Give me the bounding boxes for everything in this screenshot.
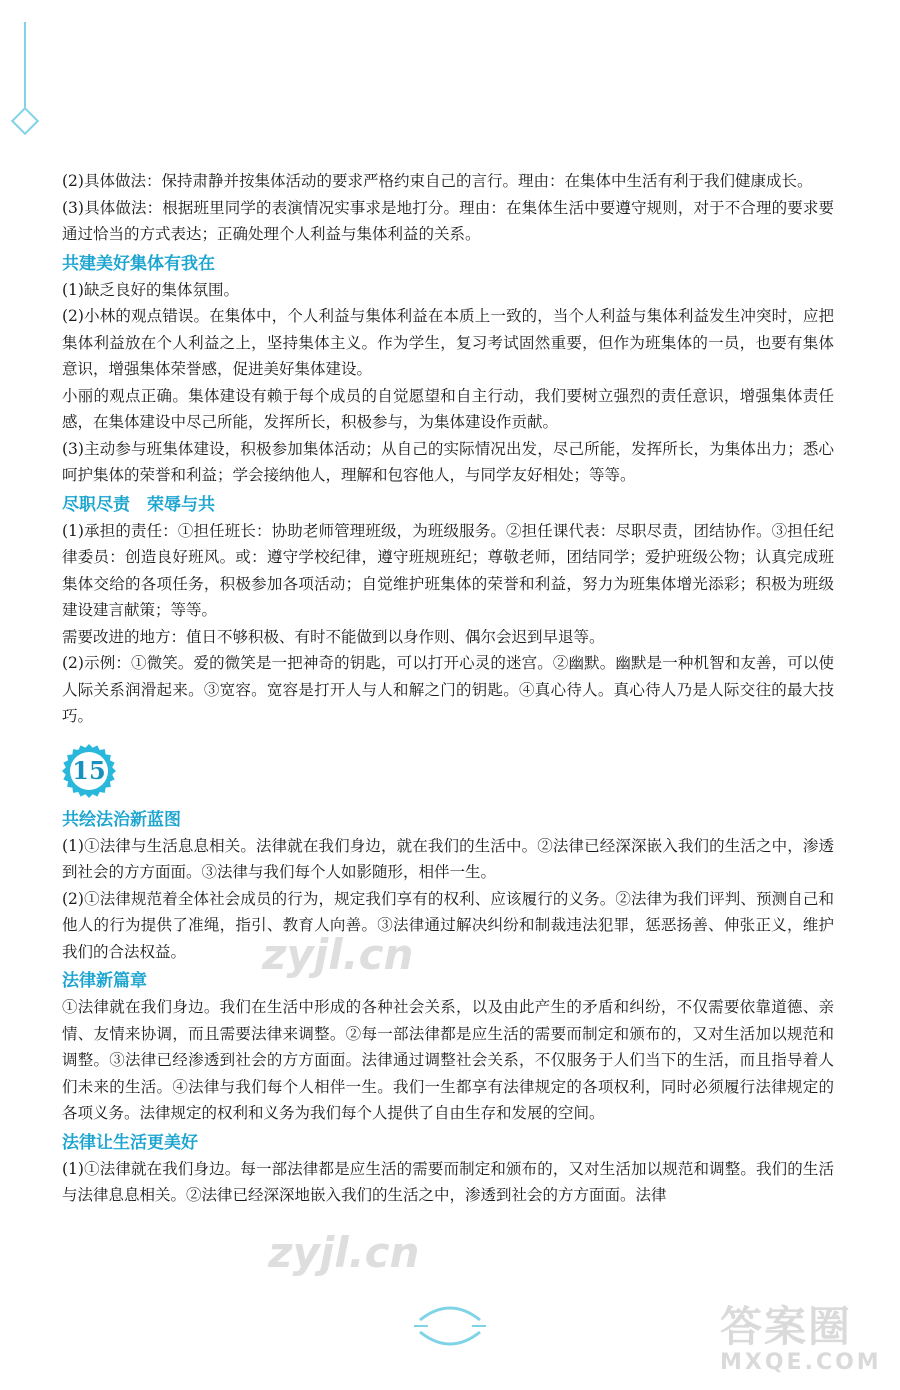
answer-paragraph: (2)示例：①微笑。爱的微笑是一把神奇的钥匙，可以打开心灵的迷宫。②幽默。幽默是一种机智和友善，可以使人际关系润滑起来。③宽容。宽容是打开人与人和解之门的钥匙。④真心待人。真心待人乃是人际交往的最大技巧。 [62,654,834,725]
logo-line1: 答案圈 [720,1302,853,1351]
logo-line2: MXQE.COM [720,1350,882,1375]
chapter-badge [62,744,834,800]
page-content [62,168,834,1209]
watermark-text: zyjl.cn [268,1228,420,1277]
answer-paragraph: (3)具体做法：根据班里同学的表演情况实事求是地打分。理由：在集体生活中要遵守规则，对于不合理的要求要通过恰当的方式表达；正确处理个人利益与集体利益的关系。 [62,198,834,243]
margin-decor-diamond [11,107,39,135]
answer-paragraph: (3)主动参与班集体建设，积极参加集体活动；从自己的实际情况出发，尽己所能，发挥所长，为集体出力；悉心呵护集体的荣誉和利益；学会接纳他人，理解和包容他人，与同学友好相处；等等。 [62,439,834,484]
answer-paragraph: 小丽的观点正确。集体建设有赖于每个成员的自觉愿望和自主行动，我们要树立强烈的责任意识，增强集体责任感，在集体建设中尽己所能，发挥所长，积极参与，为集体建设作贡献。 [62,386,834,431]
answer-paragraph: 需要改进的地方：值日不够积极、有时不能做到以身作则、偶尔会迟到早退等。 [62,627,605,646]
answer-paragraph: (1)①法律与生活息息相关。法律就在我们身边，就在我们的生活中。②法律已经深深嵌入我们的生活之中，渗透到社会的方方面面。③法律与我们每个人如影随形，相伴一生。 [62,836,834,881]
section-heading: 共绘法治新蓝图 [62,809,181,830]
site-logo-watermark [720,1294,890,1384]
watermark-text: zyjl.cn [262,930,414,979]
answer-paragraph: (2)具体做法：保持肃静并按集体活动的要求严格约束自己的言行。理由：在集体中生活有利于我们健康成长。 [62,172,813,190]
answer-paragraph: (1)缺乏良好的集体氛围。 [62,280,239,299]
answer-paragraph: ①法律就在我们身边。我们在生活中形成的各种社会关系，以及由此产生的矛盾和纠纷，不仅需要依靠道德、亲情、友情来协调，而且需要法律来调整。②每一部法律都是应生活的需要而制定和颁布的，又对生活加以规范和调整。③法律已经渗透到社会的方方面面。法律通过调整社会关系，不仅服务于人们当下的生活，而且指导着人们未来的生活。④法律与我们每个人相伴一生。我们一生都享有法律规定的各项权利，同时必须履行法律规定的各项义务。法律规定的权利和义务为我们每个人提供了自由生存和发展的空间。 [62,998,834,1122]
answer-paragraph: (1)①法律就在我们身边。每一部法律都是应生活的需要而制定和颁布的，又对生活加以规范和调整。我们的生活与法律息息相关。②法律已经深深地嵌入我们的生活之中，渗透到社会的方方面面。法律 [62,1159,834,1204]
answer-paragraph: (1)承担的责任：①担任班长：协助老师管理班级，为班级服务。②担任课代表：尽职尽责，团结协作。③担任纪律委员：创造良好班风。或：遵守学校纪律，遵守班规班纪；尊敬老师，团结同学；爱护班级公物；认真完成班集体交给的各项任务，积极参加各项活动；自觉维护班集体的荣誉和利益，努力为班集体增光添彩；积极为班级建设建言献策；等等。 [62,521,834,619]
section-heading: 共建美好集体有我在 [62,253,215,274]
footer-arc-decor [414,1302,486,1350]
section-heading: 法律让生活更美好 [62,1132,198,1153]
chapter-number: 15 [72,755,106,785]
answer-paragraph: (2)①法律规范着全体社会成员的行为，规定我们享有的权利、应该履行的义务。②法律为我们评判、预测自己和他人的行为提供了准绳，指引、教育人向善。③法律通过解决纠纷和制裁违法犯罪，惩恶扬善、伸张正义，维护我们的合法权益。 [62,889,834,961]
answer-paragraph: (2)小林的观点错误。在集体中，个人利益与集体利益在本质上一致的，当个人利益与集体利益发生冲突时，应把集体利益放在个人利益之上，坚持集体主义。作为学生，复习考试固然重要，但作为班集体的一员，也要有集体意识，增强集体荣誉感，促进美好集体建设。 [62,307,834,378]
section-heading: 法律新篇章 [62,971,147,991]
margin-decor-line [24,22,26,110]
section-heading: 尽职尽责 荣辱与共 [62,494,215,515]
